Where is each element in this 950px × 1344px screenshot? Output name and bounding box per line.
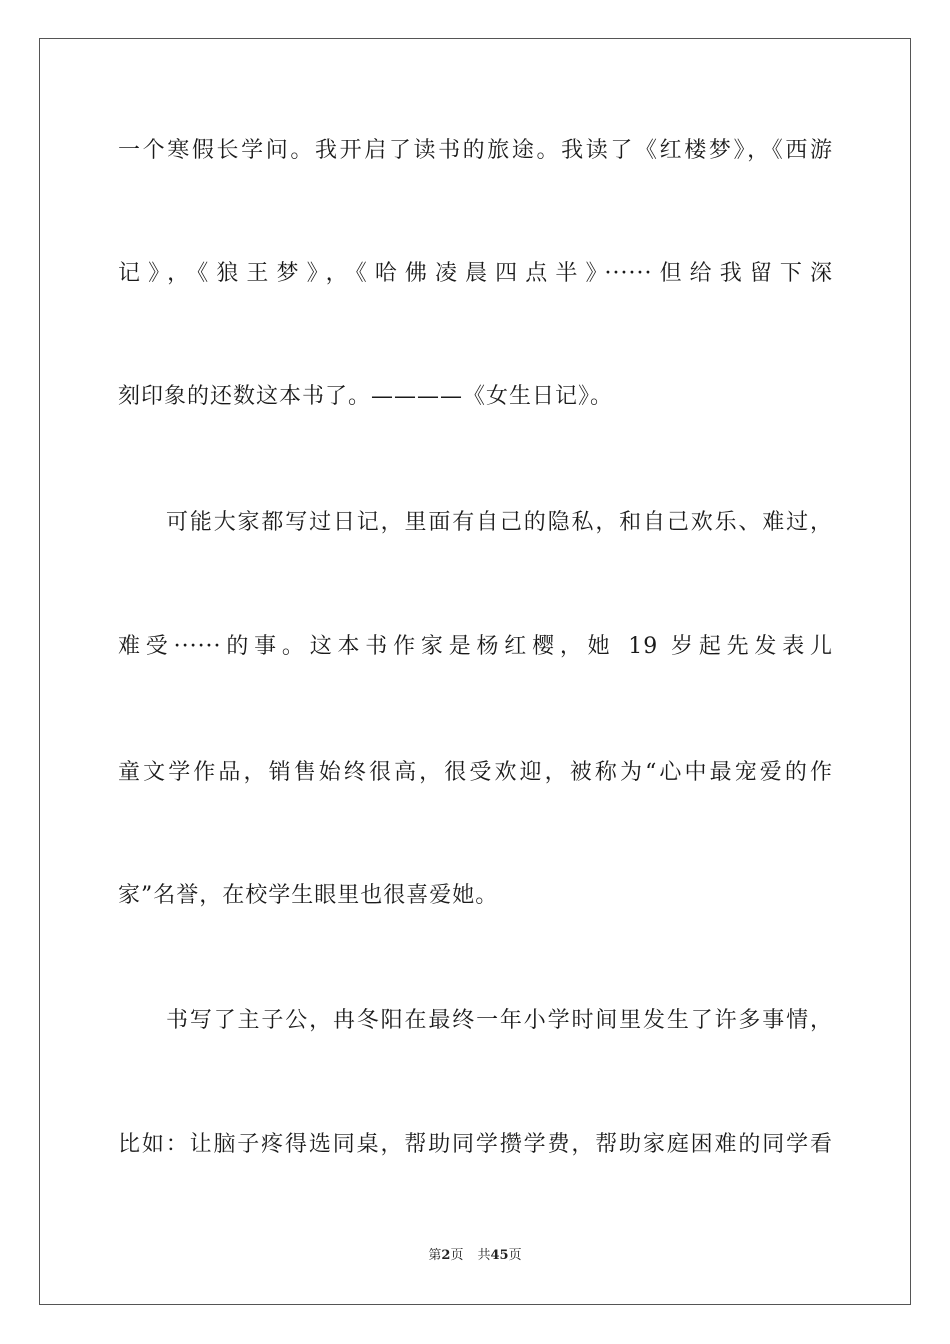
- footer-page-current: 2: [441, 1248, 451, 1263]
- paragraph-3-line-1: 书写了主子公，冉冬阳在最终一年小学时间里发生了许多事情，: [166, 1008, 833, 1033]
- text-line-7: 家”名誉，在校学生眼里也很喜爱她。: [118, 883, 499, 908]
- footer-page-prefix: 第: [428, 1248, 442, 1263]
- page-footer: [0, 1247, 950, 1265]
- text-line-1: 一个寒假长学问。我开启了读书的旅途。我读了《红楼梦》，《西游: [118, 138, 833, 163]
- text-line-3: 刻印象的还数这本书了。————《女生日记》。: [118, 384, 614, 409]
- text-line-9: 比如：让脑子疼得选同桌，帮助同学攒学费，帮助家庭困难的同学看: [118, 1132, 833, 1157]
- footer-page-suffix: 页: [450, 1248, 464, 1263]
- footer-total-prefix: 共: [477, 1248, 491, 1263]
- text-line-2: 记》，《狼王梦》，《哈佛凌晨四点半》······但给我留下深: [118, 261, 833, 286]
- footer-page-total: 45: [490, 1248, 509, 1263]
- text-line-5: 难受······的事。这本书作家是杨红樱，她 19 岁起先发表儿: [118, 634, 833, 659]
- page-frame: [39, 38, 911, 1305]
- text-line-6: 童文学作品，销售始终很高，很受欢迎，被称为“心中最宠爱的作: [118, 760, 833, 785]
- footer-total-suffix: 页: [508, 1248, 522, 1263]
- paragraph-2-line-1: 可能大家都写过日记，里面有自己的隐私，和自己欢乐、难过，: [166, 510, 833, 535]
